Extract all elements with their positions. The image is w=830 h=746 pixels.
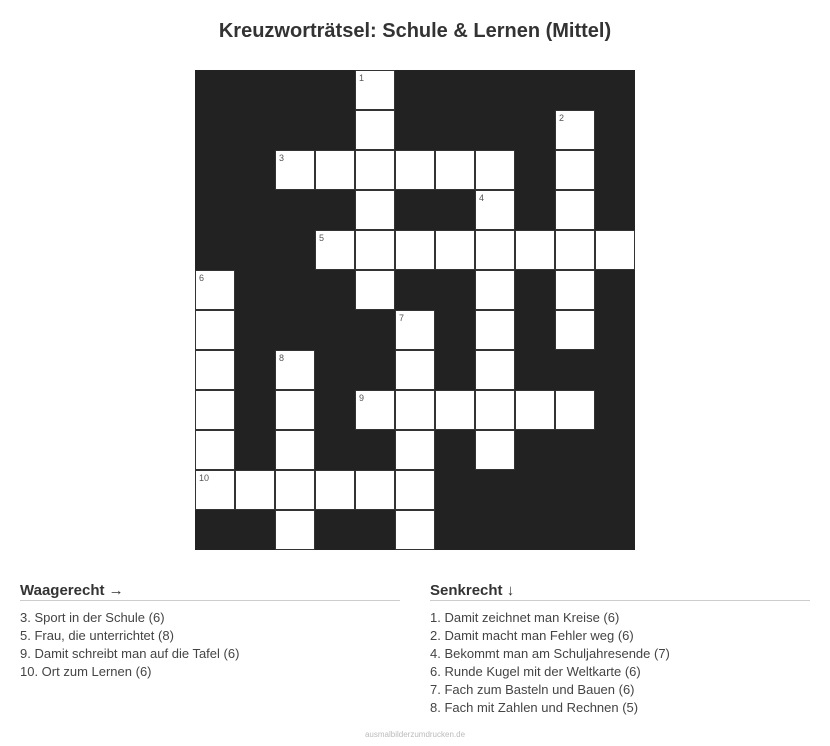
- across-clue-list: [20, 609, 400, 681]
- down-heading: Senkrecht ↓: [430, 582, 810, 601]
- grid-cell[interactable]: [195, 390, 235, 430]
- footer-credit: ausmalbilderzumdrucken.de: [364, 730, 466, 739]
- grid-cell[interactable]: [315, 470, 355, 510]
- grid-cell[interactable]: [275, 430, 315, 470]
- grid-cell[interactable]: [195, 270, 235, 310]
- grid-cell[interactable]: [195, 350, 235, 390]
- grid-cell[interactable]: [475, 270, 515, 310]
- grid-cell[interactable]: [595, 230, 635, 270]
- grid-cell[interactable]: [395, 390, 435, 430]
- grid-cell[interactable]: [275, 510, 315, 550]
- grid-cell[interactable]: [475, 230, 515, 270]
- grid-cell[interactable]: [435, 150, 475, 190]
- grid-cell[interactable]: [395, 310, 435, 350]
- clue-number: 4: [479, 193, 485, 203]
- clue-number: 8: [279, 353, 285, 363]
- clue-number: 9: [359, 393, 365, 403]
- clue-number: 1: [359, 73, 365, 83]
- grid-cell[interactable]: [475, 190, 515, 230]
- grid-cell[interactable]: [395, 430, 435, 470]
- grid-cell[interactable]: [555, 190, 595, 230]
- across-clue: 3. Sport in der Schule (6): [20, 610, 165, 625]
- across-clue: 9. Damit schreibt man auf die Tafel (6): [20, 646, 240, 661]
- grid-cell[interactable]: [475, 350, 515, 390]
- grid-cell[interactable]: [475, 430, 515, 470]
- grid-cell[interactable]: [395, 350, 435, 390]
- clue-number: 2: [559, 113, 565, 123]
- grid-cell[interactable]: [315, 150, 355, 190]
- grid-cell[interactable]: [395, 150, 435, 190]
- down-clue: 8. Fach mit Zahlen und Rechnen (5): [430, 700, 639, 715]
- clue-number: 6: [199, 273, 205, 283]
- down-clue: 4. Bekommt man am Schuljahresende (7): [430, 646, 670, 661]
- across-heading: Waagerecht →: [20, 582, 400, 601]
- across-clues-panel: [20, 582, 400, 681]
- grid-cell[interactable]: [555, 390, 595, 430]
- grid-cell[interactable]: [355, 110, 395, 150]
- grid-cell[interactable]: [435, 230, 475, 270]
- grid-cell[interactable]: [515, 390, 555, 430]
- grid-cell[interactable]: [195, 310, 235, 350]
- grid-cell[interactable]: [275, 470, 315, 510]
- down-clue: 1. Damit zeichnet man Kreise (6): [430, 610, 620, 625]
- down-clue-list: [430, 609, 810, 717]
- grid-cell[interactable]: [395, 230, 435, 270]
- grid-cell[interactable]: [555, 230, 595, 270]
- puzzle-title: Kreuzworträtsel: Schule & Lernen (Mittel): [218, 20, 612, 42]
- grid-cell[interactable]: [435, 390, 475, 430]
- grid-cell[interactable]: [315, 230, 355, 270]
- grid-cell[interactable]: [195, 430, 235, 470]
- clue-number: 7: [399, 313, 405, 323]
- clue-number: 10: [199, 473, 210, 483]
- grid-cell[interactable]: [195, 470, 235, 510]
- grid-cell[interactable]: [355, 190, 395, 230]
- grid-cell[interactable]: [395, 510, 435, 550]
- grid-cell[interactable]: [355, 470, 395, 510]
- grid-cell[interactable]: [475, 310, 515, 350]
- grid-cell[interactable]: [355, 230, 395, 270]
- grid-cell[interactable]: [355, 270, 395, 310]
- grid-cell[interactable]: [395, 470, 435, 510]
- grid-cell[interactable]: [355, 390, 395, 430]
- grid-cell[interactable]: [555, 270, 595, 310]
- grid-cell[interactable]: [475, 390, 515, 430]
- clue-number: 5: [319, 233, 325, 243]
- grid-cell[interactable]: [275, 150, 315, 190]
- grid-cell[interactable]: [275, 350, 315, 390]
- clue-number: 3: [279, 153, 285, 163]
- grid-cell[interactable]: [555, 310, 595, 350]
- down-clue: 2. Damit macht man Fehler weg (6): [430, 628, 634, 643]
- grid-cell[interactable]: [555, 150, 595, 190]
- across-clue: 10. Ort zum Lernen (6): [20, 664, 152, 679]
- grid-cell[interactable]: [355, 70, 395, 110]
- grid-cell[interactable]: [555, 110, 595, 150]
- grid-cell[interactable]: [515, 230, 555, 270]
- across-clue: 5. Frau, die unterrichtet (8): [20, 628, 174, 643]
- down-clue: 7. Fach zum Basteln und Bauen (6): [430, 682, 635, 697]
- down-clue: 6. Runde Kugel mit der Weltkarte (6): [430, 664, 641, 679]
- crossword-grid: [195, 70, 635, 550]
- grid-cell[interactable]: [475, 150, 515, 190]
- down-clues-panel: [430, 582, 810, 717]
- grid-cell[interactable]: [235, 470, 275, 510]
- grid-cell[interactable]: [355, 150, 395, 190]
- grid-cell[interactable]: [275, 390, 315, 430]
